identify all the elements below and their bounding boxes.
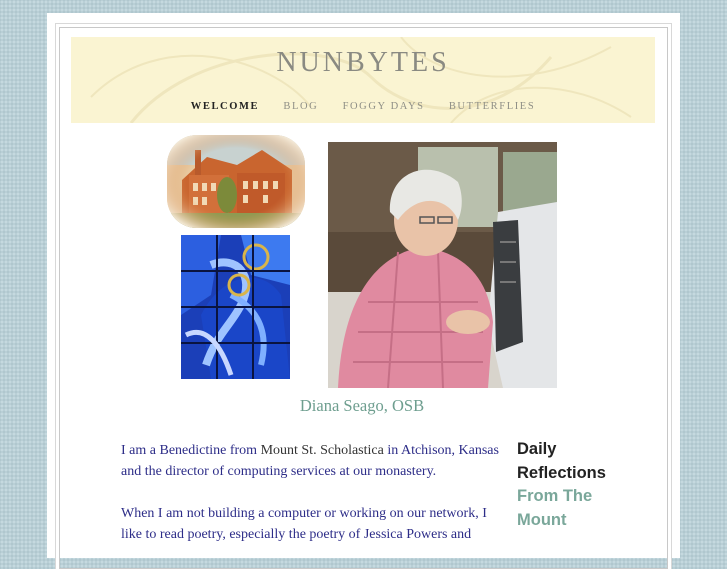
mount-st-scholastica-link[interactable]: Mount St. Scholastica (260, 443, 384, 458)
stained-glass-image (181, 235, 290, 379)
intro-paragraph-2: When I am not building a computer or working on our network, I like to read poetry, especially the poetry of Jessica Powers and (121, 506, 487, 542)
intro-text (121, 440, 501, 566)
daily-reflections-heading[interactable] (517, 438, 637, 532)
daily-reflections-label: Daily Reflections (517, 440, 606, 482)
nav-item-butterflies[interactable]: BUTTERFLIES (448, 101, 536, 112)
building-painting-image (167, 135, 305, 228)
nav-item-blog[interactable]: BLOG (283, 101, 319, 112)
nun-photo-image (328, 142, 557, 388)
main-nav (71, 101, 655, 112)
site-title[interactable]: NUNBYTES (276, 47, 450, 78)
intro-p1-text-a: I am a Benedictine from (121, 443, 261, 458)
site-header (71, 37, 655, 123)
nav-item-foggy-days[interactable]: FOGGY DAYS (342, 101, 425, 112)
nav-item-welcome[interactable]: WELCOME (190, 101, 260, 112)
from-the-mount-label: From The Mount (517, 487, 593, 529)
intro-paragraph-1 (121, 440, 501, 482)
page (47, 13, 680, 558)
intro-p1-text-b: in Atchison, Kansas and the director of computing services at our monastery. (121, 443, 499, 479)
photo-caption: Diana Seago, OSB (299, 396, 425, 415)
